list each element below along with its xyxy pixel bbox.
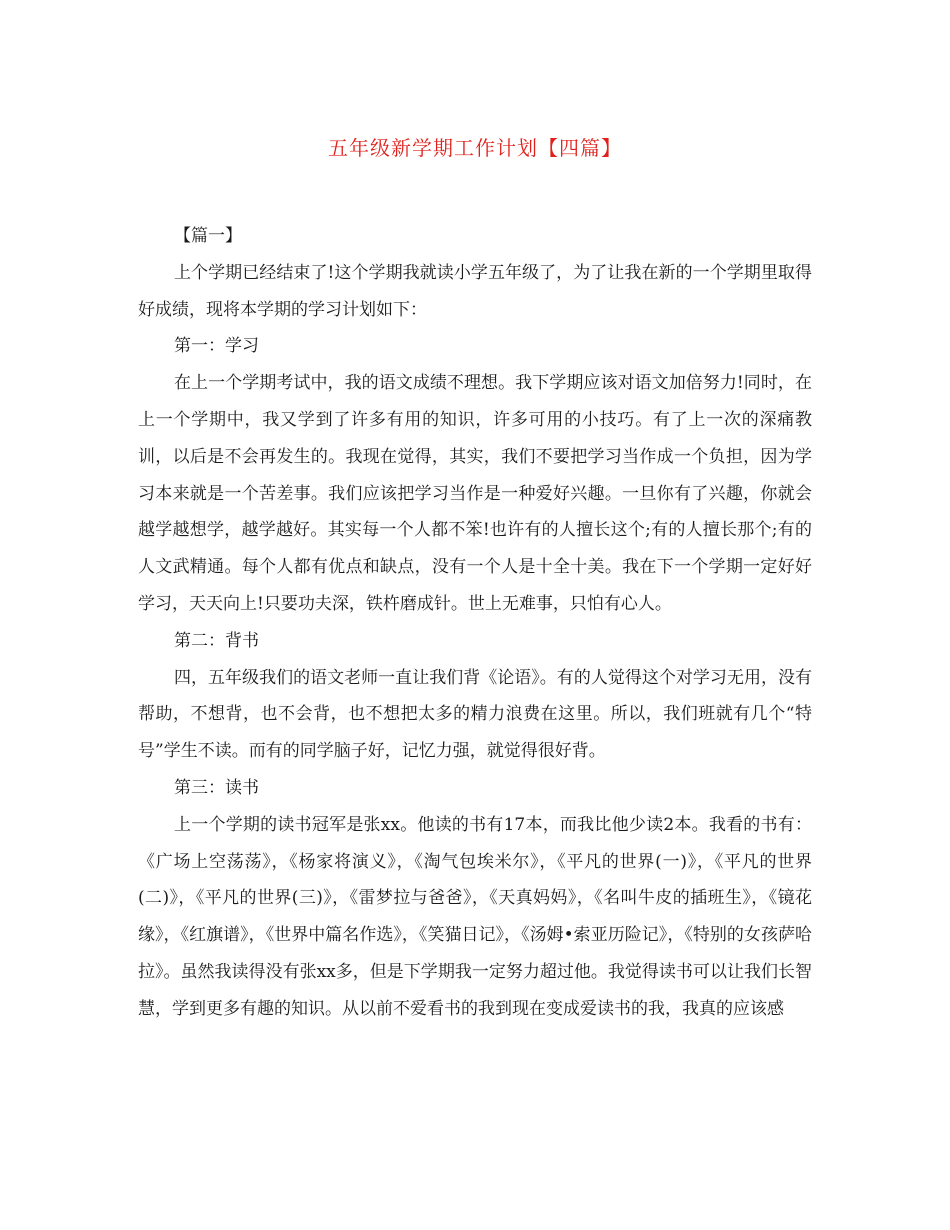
part1-paragraph: 在上一个学期考试中，我的语文成绩不理想。我下学期应该对语文加倍努力!同时，在上一个学期中，我又学到了许多有用的知识，许多可用的小技巧。有了上一次的深痛教训，以后是不会再发生的。我现在觉得，其实，我们不要把学习当作成一个负担，因为学习本来就是一个苦差事。我们应该把学习当作是一种爱好兴趣。一旦你有了兴趣，你就会越学越想学，越学越好。其实每一个人都不笨!也许有的人擅长这个;有的人擅长那个;有的人文武精通。每个人都有优点和缺点，没有一个人是十全十美。我在下一个学期一定好好学习，天天向上!只要功夫深，铁杵磨成针。世上无难事，只怕有心人。 bbox=[138, 373, 812, 614]
part3-paragraph: 上一个学期的读书冠军是张xx。他读的书有17本，而我比他少读2本。我看的书有：《广场上空荡荡》，《杨家将演义》，《淘气包埃米尔》，《平凡的世界(一)》，《平凡的世界(二)》，《平凡的世界(三)》，《雷梦拉与爸爸》，《天真妈妈》，《名叫牛皮的插班生》，《镜花缘》，《红旗谱》，《世界中篇名作选》，《笑猫日记》，《汤姆•索亚历险记》，《特别的女孩萨哈拉》。虽然我读得没有张xx多，但是下学期我一定努力超过他。我觉得读书可以让我们长智慧，学到更多有趣的知识。从以前不爱看书的我到现在变成爱读书的我，我真的应该感 bbox=[138, 814, 812, 1019]
part3-heading: 第三：读书 bbox=[174, 777, 259, 798]
part1-heading: 第一：学习 bbox=[174, 336, 259, 357]
document-title: 五年级新学期工作计划【四篇】 bbox=[328, 136, 622, 160]
part2-paragraph: 四，五年级我们的语文老师一直让我们背《论语》。有的人觉得这个对学习无用，没有帮助，不想背，也不会背，也不想把太多的精力浪费在这里。所以，我们班就有几个“特号”学生不读。而有的同学脑子好，记忆力强，就觉得很好背。 bbox=[138, 667, 812, 762]
part2-heading: 第二：背书 bbox=[174, 630, 259, 651]
intro-paragraph: 上个学期已经结束了!这个学期我就读小学五年级了，为了让我在新的一个学期里取得好成绩，现将本学期的学习计划如下： bbox=[138, 262, 812, 320]
section-label: 【篇一】 bbox=[174, 226, 242, 246]
document-body bbox=[138, 218, 812, 1028]
